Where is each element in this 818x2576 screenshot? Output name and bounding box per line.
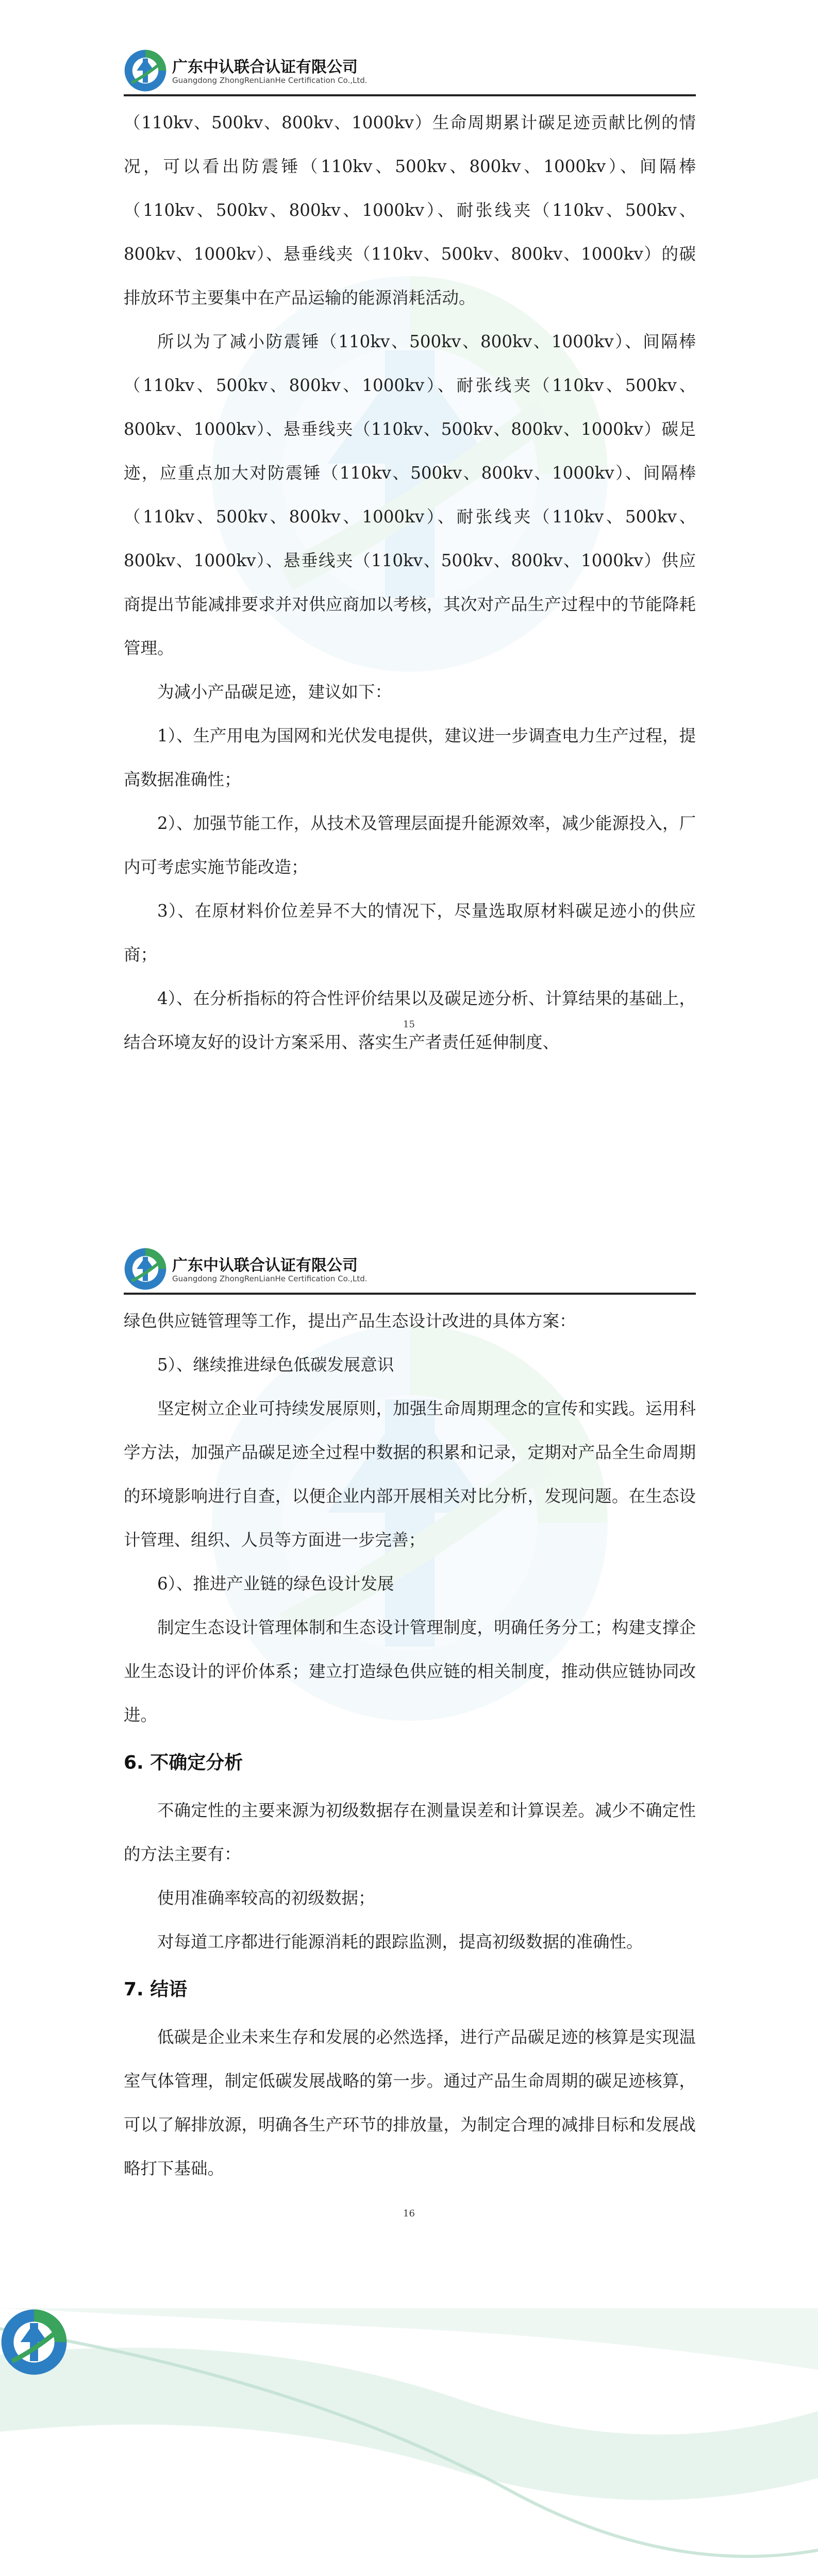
- list-item: 1）、生产用电为国网和光伏发电提供，建议进一步调查电力生产过程，提高数据准确性；: [124, 726, 696, 789]
- report-page-15: [0, 0, 818, 1072]
- paragraph: 绿色供应链管理等工作，提出产品生态设计改进的具体方案：: [124, 1311, 576, 1331]
- page-gap: [0, 1072, 818, 1198]
- paragraph: 坚定树立企业可持续发展原则，加强生命周期理念的宣传和实践。运用科学方法，加强产品碳足迹全过程中数据的积累和记录，定期对产品全生命周期的环境影响进行自查，以便企业内部开展相关对比分析，发现问题。在生态设计管理、组织、人员等方面进一步完善；: [124, 1399, 696, 1550]
- list-item: 对每道工序都进行能源消耗的跟踪监测，提高初级数据的准确性。: [157, 1932, 643, 1952]
- list-item: 6）、推进产业链的绿色设计发展: [157, 1574, 394, 1594]
- paragraph: （110kv、500kv、800kv、1000kv）生命周期累计碳足迹贡献比例的情况，可以看出防震锤（110kv、500kv、800kv、1000kv）、间隔棒（110kv、500kv、800kv、1000kv）、耐张线夹（110kv、500kv、800kv、1000kv）、悬垂线夹（110kv、500kv、800kv、1000kv）的碳排放环节主要集中在产品运输的能源消耗活动。: [124, 113, 696, 308]
- company-name-cn: 广东中认联合认证有限公司: [172, 1257, 358, 1275]
- page-number: 16: [403, 2208, 415, 2219]
- list-item: 3）、在原材料价位差异不大的情况下，尽量选取原材料碳足迹小的供应商；: [124, 901, 696, 964]
- report-page-16: [0, 1198, 818, 2291]
- section-heading-7: 7. 结语: [124, 1979, 188, 2000]
- company-name-en: Guangdong ZhongRenLianHe Certification Co.,Ltd.: [172, 76, 368, 85]
- page16-body: [124, 1299, 696, 2191]
- page-header: [124, 1247, 696, 1294]
- paragraph: 为减小产品碳足迹，建议如下：: [157, 682, 392, 702]
- header-rule: [124, 94, 696, 96]
- section-heading-6: 6. 不确定分析: [124, 1752, 243, 1773]
- company-name-cn: 广东中认联合认证有限公司: [172, 58, 358, 76]
- paragraph: 制定生态设计管理体制和生态设计管理制度，明确任务分工；构建支撑企业生态设计的评价体系；建立打造绿色供应链的相关制度，推动供应链协同改进。: [124, 1618, 696, 1725]
- back-cover: [0, 2308, 818, 2576]
- company-logo-icon: [124, 1247, 167, 1291]
- company-name-en: Guangdong ZhongRenLianHe Certification Co.,Ltd.: [172, 1274, 368, 1283]
- company-logo-icon: [0, 2308, 68, 2376]
- company-logo-icon: [124, 49, 167, 92]
- page-header: [124, 49, 696, 95]
- list-item: 使用准确率较高的初级数据；: [157, 1888, 375, 1908]
- decorative-waves: [0, 2308, 818, 2576]
- header-rule: [124, 1293, 696, 1295]
- list-item: 5）、继续推进绿色低碳发展意识: [157, 1355, 394, 1375]
- paragraph: 所以为了减小防震锤（110kv、500kv、800kv、1000kv）、间隔棒（110kv、500kv、800kv、1000kv）、耐张线夹（110kv、500kv、800kv、1000kv）、悬垂线夹（110kv、500kv、800kv、1000kv）碳足迹，应重点加大对防震锤（110kv、500kv、800kv、1000kv）、间隔棒（110kv、500kv、800kv、1000kv）、耐张线夹（110kv、500kv、800kv、1000kv）、悬垂线夹（110kv、500kv、800kv、1000kv）供应商提出节能减排要求并对供应商加以考核，其次对产品生产过程中的节能降耗管理。: [124, 332, 696, 658]
- paragraph: 低碳是企业未来生存和发展的必然选择，进行产品碳足迹的核算是实现温室气体管理，制定低碳发展战略的第一步。通过产品生命周期的碳足迹核算，可以了解排放源，明确各生产环节的排放量，为制定合理的减排目标和发展战略打下基础。: [124, 2027, 696, 2178]
- page-number: 15: [403, 1019, 415, 1030]
- list-item: 2）、加强节能工作，从技术及管理层面提升能源效率，减少能源投入，厂内可考虑实施节能改造；: [124, 814, 696, 877]
- paragraph: 不确定性的主要来源为初级数据存在测量误差和计算误差。减少不确定性的方法主要有：: [124, 1801, 696, 1864]
- page15-body: [124, 101, 696, 1064]
- list-item: 4）、在分析指标的符合性评价结果以及碳足迹分析、计算结果的基础上，结合环境友好的设计方案采用、落实生产者责任延伸制度、: [124, 989, 696, 1052]
